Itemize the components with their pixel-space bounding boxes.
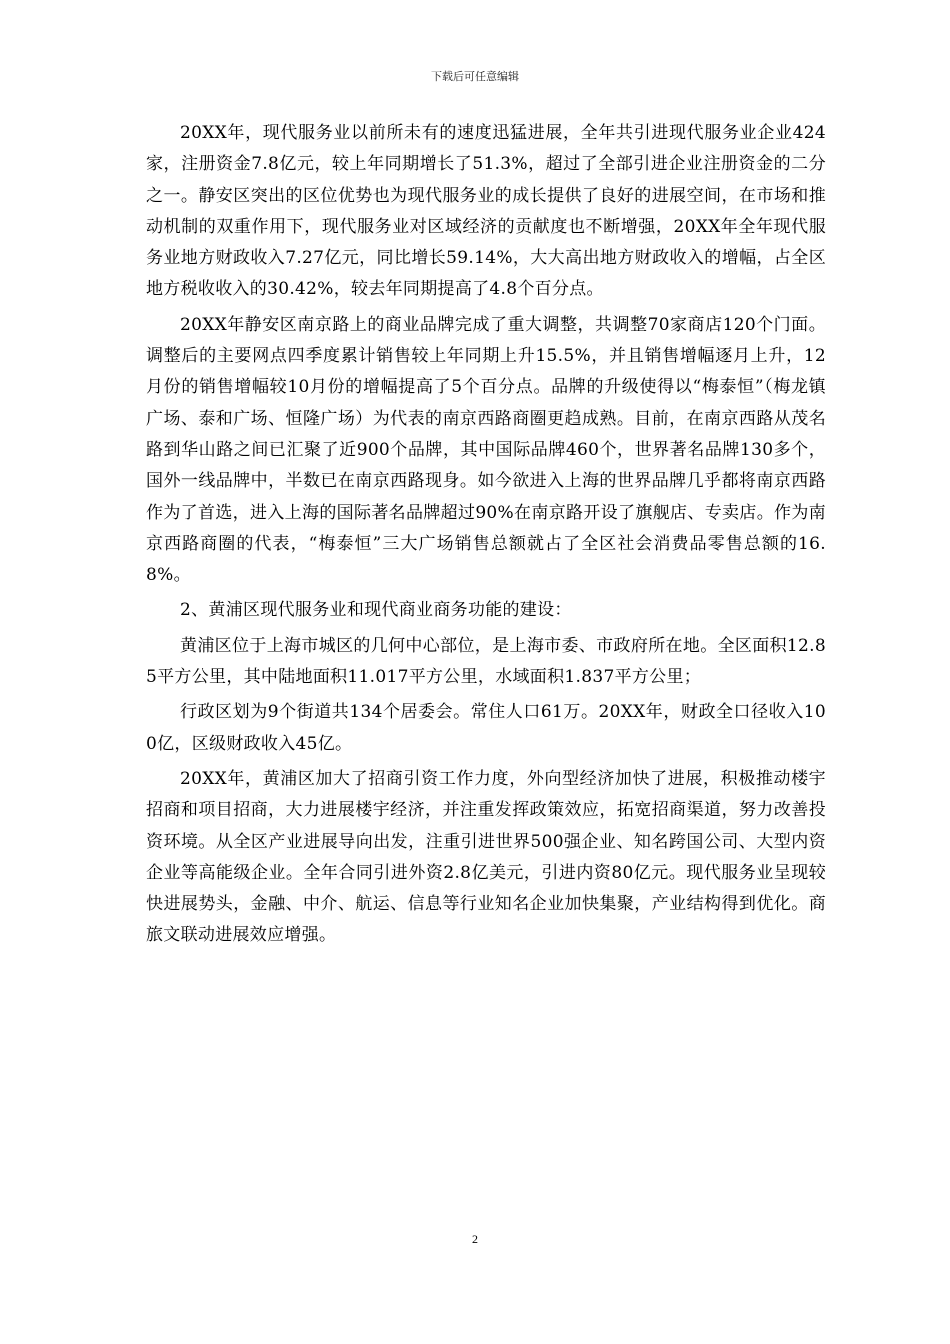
- paragraph-modern-services-jingan: 20XX年，现代服务业以前所未有的速度迅猛进展，全年共引进现代服务业企业424家，注册资金7.8亿元，较上年同期增长了51.3%，超过了全部引进企业注册资金的二分之一。静安区突出的区位优势也为现代服务业的成长提供了良好的进展空间，在市场和推动机制的双重作用下，现代服务业对区域经济的贡献度也不断增强，20XX年全年现代服务业地方财政收入7.27亿元，同比增长59.14%，大大高出地方财政收入的增幅，占全区地方税收收入的30.42%，较去年同期提高了4.8个百分点。: [146, 123, 826, 300]
- paragraph-huangpu-location: 黄浦区位于上海市城区的几何中心部位，是上海市委、市政府所在地。全区面积12.85平方公里，其中陆地面积11.017平方公里，水域面积1.837平方公里；: [146, 635, 826, 688]
- paragraph-huangpu-administration: 行政区划为9个街道共134个居委会。常住人口61万。20XX年，财政全口径收入100亿，区级财政收入45亿。: [146, 702, 826, 754]
- page-number: 2: [472, 1232, 478, 1246]
- document-body: [146, 118, 826, 956]
- paragraph-nanjing-road-brands: 20XX年静安区南京路上的商业品牌完成了重大调整，共调整70家商店120个门面。调整后的主要网点四季度累计销售较上年同期上升15.5%，并且销售增幅逐月上升，12月份的销售增幅较10月份的增幅提高了5个百分点。品牌的升级使得以“梅泰恒”（梅龙镇广场、泰和广场、恒隆广场）为代表的南京西路商圈更趋成熟。目前，在南京西路从茂名路到华山路之间已汇聚了近900个品牌，其中国际品牌460个，世界著名品牌130多个，国外一线品牌中，半数已在南京西路现身。如今欲进入上海的世界品牌几乎都将南京西路作为了首选，进入上海的国际著名品牌超过90%在南京路开设了旗舰店、专卖店。作为南京西路商圈的代表，“梅泰恒”三大广场销售总额就占了全区社会消费品零售总额的16.8%。: [146, 314, 826, 586]
- paragraph-huangpu-investment: 20XX年，黄浦区加大了招商引资工作力度，外向型经济加快了进展，积极推动楼宇招商和项目招商，大力进展楼宇经济，并注重发挥政策效应，拓宽招商渠道，努力改善投资环境。从全区产业进展导向出发，注重引进世界500强企业、知名跨国公司、大型内资企业等高能级企业。全年合同引进外资2.8亿美元，引进内资80亿元。现代服务业呈现较快进展势头，金融、中介、航运、信息等行业知名企业加快集聚，产业结构得到优化。商旅文联动进展效应增强。: [146, 768, 826, 946]
- page-header: 下载后可任意编辑: [431, 70, 519, 83]
- section-heading-huangpu: 2、黄浦区现代服务业和现代商业商务功能的建设：: [180, 600, 572, 621]
